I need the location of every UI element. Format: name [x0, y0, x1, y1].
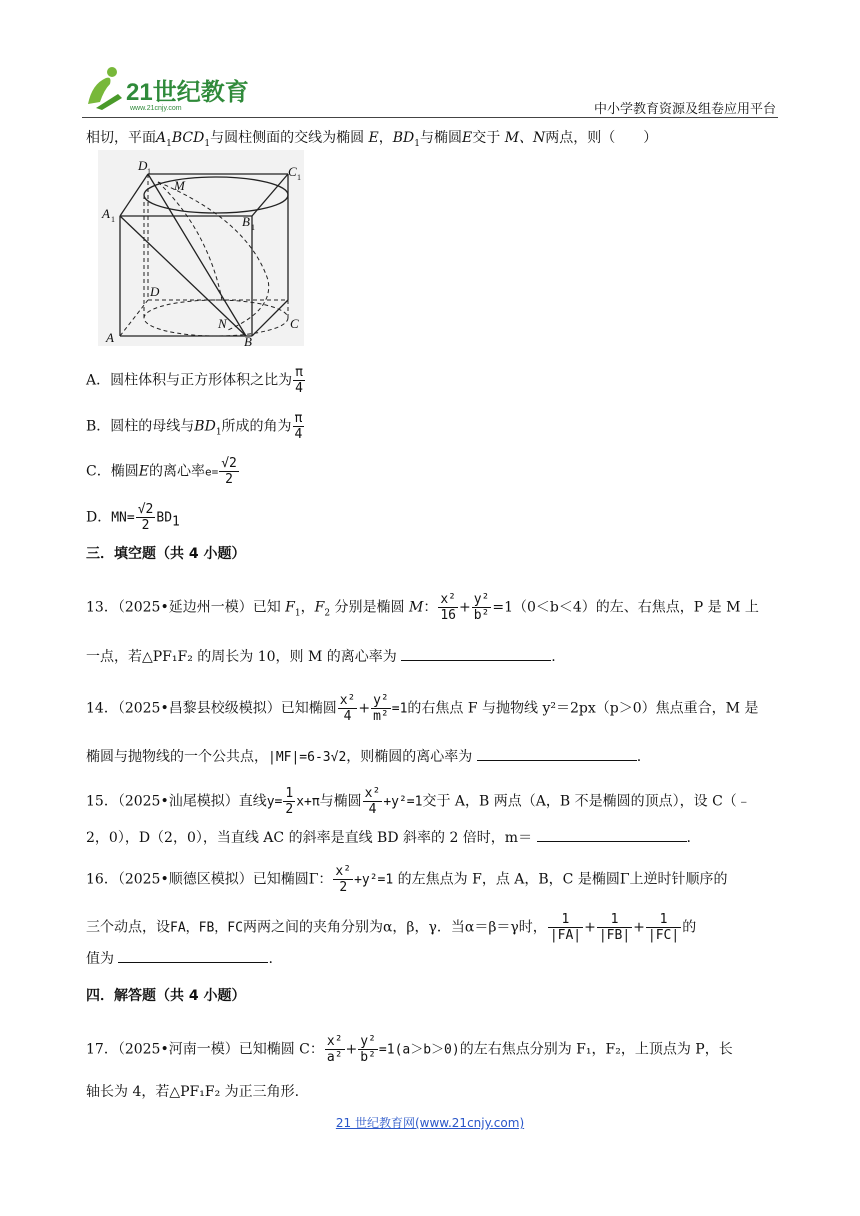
q14-answer-blank[interactable] [477, 746, 637, 761]
section-answer-heading: 四．解答题（共 4 小题） [86, 988, 246, 1004]
svg-text:1: 1 [111, 215, 115, 224]
header-divider [82, 117, 778, 118]
label-d1: D [138, 158, 148, 173]
svg-text:1: 1 [147, 167, 151, 176]
brand-logo [82, 64, 252, 112]
q15-line1: 15．（2025•汕尾模拟）直线y= $\frac{1}{2}$ x+π与椭圆 $\frac{\text{x²}}{4}$ +y²=1交于 A，B 两点（A，B 不是椭圆的顶点），设 C（﹣ [86, 786, 751, 817]
q16-line1: 16．（2025•顺德区模拟）已知椭圆Γ： $\frac{\text{x²}}{2}$ +y²=1 的左焦点为 F，点 A，B，C 是椭圆Γ上逆时针顺序的 [86, 864, 728, 895]
section-fill-in-heading: 三．填空题（共 4 小题） [86, 546, 246, 562]
q17-line2: 轴长为 4，若△PF₁F₂ 为正三角形. [86, 1084, 300, 1100]
q12-option-b: B．圆柱的母线与$BD_1$所成的角为 $\frac{\pi}{4}$ [86, 411, 303, 442]
label-n: N [218, 316, 227, 331]
q15-answer-blank[interactable] [537, 827, 687, 842]
q15-line2: 2，0），D（2，0），当直线 AC 的斜率是直线 BD 斜率的 2 倍时，m＝ . [86, 827, 780, 848]
svg-text:1: 1 [251, 223, 255, 232]
q13-line1: 13．（2025•延边州一模）已知 $F_1$，$F_2$ 分别是椭圆 M： $\frac{\text{x²}}{16}$ + $\frac{\text{y²}}{\text{b²}}$ =1（0＜b＜4）的左、右焦点，P 是 M 上 [86, 592, 759, 623]
label-a1: A [102, 206, 110, 221]
svg-text:1: 1 [297, 173, 301, 182]
q14-line2: 椭圆与抛物线的一个公共点，|MF|=6-3√2，则椭圆的离心率为 . [86, 746, 780, 768]
q12-option-d: D．MN= $\frac{√2}{2}$ $BD_1$ [86, 502, 180, 533]
q13-answer-blank[interactable] [401, 646, 551, 661]
platform-name: 中小学教育资源及组卷应用平台 [593, 102, 776, 117]
q13-line2: 一点，若△PF₁F₂ 的周长为 10，则 M 的离心率为 . [86, 646, 780, 667]
q16-line3: 值为 . [86, 948, 780, 969]
svg-text:www.21cnjy.com: www.21cnjy.com [130, 105, 182, 112]
label-a: A [106, 330, 114, 345]
q12-stem: 相切，平面$A_1BCD_1$与圆柱侧面的交线为椭圆 E，$BD_1$与椭圆E交于 M、N两点，则（ ） [86, 130, 658, 149]
label-b: B [244, 334, 252, 346]
q12-option-a: A．圆柱体积与正方形体积之比为 $\frac{\pi}{4}$ [86, 365, 303, 396]
footer-link[interactable]: 21 世纪教育网(www.21cnjy.com) [335, 1116, 525, 1130]
label-d: D [150, 284, 160, 299]
label-b1: B [242, 214, 250, 229]
q17-line1: 17．（2025•河南一模）已知椭圆 C： $\frac{\text{x²}}{\text{a²}}$ + $\frac{\text{y²}}{\text{b²}}$ =1(a＞b＞0)的左右焦点分别为 F₁，F₂，上顶点为 P，长 [86, 1034, 733, 1065]
q12-option-c: C．椭圆E的离心率e= $\frac{√2}{2}$ [86, 456, 237, 487]
label-m: M [174, 178, 185, 193]
label-c1: C [288, 164, 297, 179]
label-c: C [290, 316, 299, 331]
cube-cylinder-figure [98, 150, 304, 346]
svg-text:21世纪教育: 21世纪教育 [126, 79, 249, 106]
q16-answer-blank[interactable] [118, 948, 268, 963]
q14-line1: 14．（2025•昌黎县校级模拟）已知椭圆 $\frac{\text{x²}}{4}$ + $\frac{\text{y²}}{\text{m²}}$ =1的右焦点 F 与抛物线 y²＝2px（p＞0）焦点重合，M 是 [86, 693, 759, 724]
q16-line2: 三个动点，设FA，FB，FC两两之间的夹角分别为α，β，γ．当α＝β＝γ时， $\frac{1}{|FA|}$ + $\frac{1}{|FB|}$ + $\frac{1}{|FC|}$ 的 [86, 912, 697, 943]
